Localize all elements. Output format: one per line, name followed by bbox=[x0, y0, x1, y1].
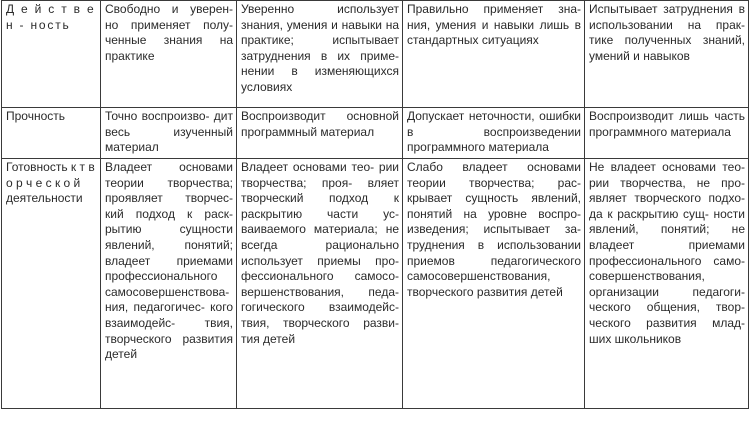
row-header-label: Д е й с т в е н - ность bbox=[6, 2, 96, 32]
table-cell bbox=[403, 159, 585, 409]
cell-text: Допускает неточности, ошибки в воспроизведении программного материала bbox=[407, 109, 581, 155]
table-cell bbox=[403, 108, 585, 159]
cell-text: Точно воспроизво- дит весь изученный материал bbox=[105, 109, 233, 155]
table-cell bbox=[585, 108, 749, 159]
criteria-table bbox=[1, 0, 749, 409]
cell-text: Испытывает затруднения в использовании на прак- тике полученных знаний, умений и навыков bbox=[589, 2, 745, 63]
table-cell bbox=[101, 1, 237, 108]
row-header-effectiveness bbox=[2, 1, 101, 108]
table-cell bbox=[403, 1, 585, 108]
table-cell bbox=[101, 108, 237, 159]
table-cell bbox=[585, 159, 749, 409]
table-cell bbox=[237, 159, 403, 409]
cell-text: Владеет основами тео- рии творчества; проя- вляет творческий подход к раскрытию части ус- ваиваемого материала; не всегда рационально использует приемы про- фессионального самосо- вершенствования, педа- гогического взаимодейс- твия, творческого разви- тия детей bbox=[241, 160, 399, 346]
table-row-effectiveness bbox=[2, 1, 749, 108]
table-row-durability bbox=[2, 108, 749, 159]
cell-text: Воспроизводит основной программный материал bbox=[241, 109, 399, 139]
table-row-creative-readiness bbox=[2, 159, 749, 409]
row-header-label: Готовность к т в о р ч е с к о й деятельности bbox=[6, 160, 95, 206]
cell-text: Не владеет основами тео- рии творчества, не про- являет творческого подхо- да к раскрытию сущ- ности явлений, понятий; не владеет приемами профессионального само- совершенствования, организации педагоги- ческого общения, твор- ческого развития млад- ших школьников bbox=[589, 160, 745, 346]
cell-text: Слабо владеет основами теории творчества; рас- крывает сущность явлений, понятий на уровне воспро- изведения; испытывает за- труднения в использовании приемов педагогического самосовершенствования, творческого развития детей bbox=[407, 160, 581, 299]
table-cell bbox=[237, 1, 403, 108]
row-header-label: Прочность bbox=[6, 109, 66, 123]
row-header-creative-readiness bbox=[2, 159, 101, 409]
cell-text: Правильно применяет зна- ния, умения и навыки лишь в стандартных ситуациях bbox=[407, 2, 581, 48]
cell-text: Уверенно использует знания, умения и навыки на практике; испытывает затруднения в их приме- нении в изменяющихся условиях bbox=[241, 2, 399, 94]
table-cell bbox=[585, 1, 749, 108]
cell-text: Владеет основами теории творчества; проявляет творчес- кий подход к раск- рытию сущности явлений, понятий; владеет приемами профессионального самосовершенствова- ния, педагогичес- кого взаимодейс- твия, творческого развития детей bbox=[105, 160, 233, 362]
table-cell bbox=[101, 159, 237, 409]
cell-text: Воспроизводит лишь часть программного материала bbox=[589, 109, 745, 139]
table-cell bbox=[237, 108, 403, 159]
row-header-durability bbox=[2, 108, 101, 159]
cell-text: Свободно и уверен- но применяет полу- ченные знания на практике bbox=[105, 2, 233, 63]
